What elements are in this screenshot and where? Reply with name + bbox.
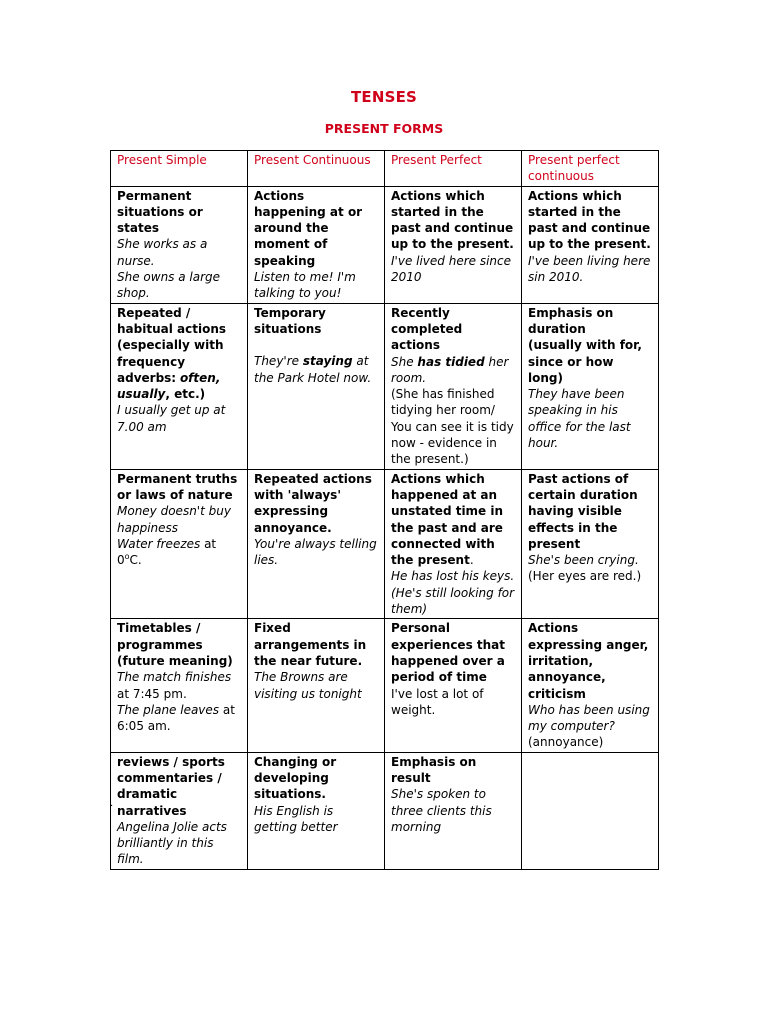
example-text: His English is getting better: [254, 803, 338, 834]
example-text: [117, 536, 241, 569]
usage-title: reviews / sports commentaries / dramatic narratives: [117, 754, 225, 818]
table-cell: [385, 752, 522, 869]
table-cell: [111, 752, 248, 869]
example-part: has tidied: [417, 354, 485, 369]
header-present-simple: Present Simple: [111, 151, 248, 187]
page-subtitle: PRESENT FORMS: [324, 121, 444, 136]
example-part: They're: [254, 354, 303, 369]
usage-title: Repeated actions with 'always' expressing annoyance.: [254, 471, 372, 535]
header-present-perfect: Present Perfect: [385, 151, 522, 187]
usage-title-part: Repeated / habitual actions (especially with frequency adverbs:: [117, 305, 227, 385]
usage-title: Fixed arrangements in the near future.: [254, 621, 367, 668]
example-part: at the Park Hotel now.: [254, 354, 372, 385]
example-note: (annoyance): [528, 735, 604, 750]
table-cell: [248, 303, 385, 469]
usage-title-part: often, usually: [117, 370, 221, 402]
usage-title: Emphasis on duration: [528, 305, 614, 336]
example-part: C.: [129, 553, 142, 568]
table-cell: [248, 469, 385, 619]
example-text: [254, 353, 378, 386]
table-cell: [522, 619, 659, 752]
example-text: You're always telling lies.: [254, 536, 377, 568]
table-cell: [385, 469, 522, 619]
header-present-continuous: Present Continuous: [248, 151, 385, 187]
example-part: The plane leaves: [117, 702, 220, 717]
example-part: at 7:45 pm.: [117, 686, 187, 701]
usage-title: (usually with for, since or how long): [528, 338, 642, 385]
table-cell: [111, 303, 248, 469]
usage-title-part: Actions which happened at an unstated time in the past and are connected with the present: [391, 471, 504, 568]
table-row: [111, 752, 659, 869]
example-text: They have been speaking in his office for the last hour.: [528, 387, 631, 451]
usage-title: Changing or developing situations.: [254, 754, 337, 802]
usage-title: Timetables / programmes (future meaning): [117, 621, 233, 668]
usage-title: [391, 471, 515, 569]
usage-title-part: .: [469, 553, 474, 568]
table-cell: [111, 619, 248, 752]
example-text: [117, 702, 241, 735]
example-text: The Browns are visiting us tonight: [254, 670, 362, 701]
usage-title: Permanent situations or states: [117, 188, 203, 236]
example-text: Who has been using my computer?: [528, 702, 650, 734]
example-text: I've been living here sin 2010.: [528, 253, 651, 285]
example-text: She works as a nurse.: [117, 237, 208, 268]
degree-sign: o: [124, 552, 130, 562]
example-text: [391, 354, 515, 387]
usage-title: Emphasis on result: [391, 754, 477, 785]
table-row: [111, 619, 659, 752]
example-note: (Her eyes are red.): [528, 569, 642, 584]
table-cell: [385, 186, 522, 303]
example-text: She's been crying.: [528, 553, 639, 568]
table-cell: [248, 619, 385, 752]
table-cell: [522, 469, 659, 619]
tenses-table: [110, 150, 659, 870]
usage-title: Actions expressing anger, irritation, annoyance, criticism: [528, 621, 649, 701]
page-title: TENSES: [350, 88, 418, 106]
example-part: her room.: [391, 354, 509, 385]
table-cell-empty: [522, 752, 659, 869]
example-note: (She has finished tidying her room/ You can see it is tidy now - evidence in the present.): [391, 387, 514, 467]
usage-title: Permanent truths or laws of nature: [117, 471, 238, 502]
example-part: The match finishes: [117, 670, 232, 685]
usage-title: Actions which started in the past and continue up to the present.: [391, 188, 514, 252]
footer-mark: .: [110, 798, 114, 809]
example-part: at 0: [117, 536, 217, 568]
example-text: I've lost a lot of weight.: [391, 686, 484, 717]
example-text: She's spoken to three clients this morning: [391, 787, 492, 834]
example-text: [117, 669, 241, 702]
example-text: She owns a large shop.: [117, 270, 221, 301]
usage-title: [117, 305, 241, 403]
table-cell: [385, 303, 522, 469]
example-text: Money doesn't buy happiness: [117, 504, 231, 535]
table-cell: [522, 303, 659, 469]
usage-title: Actions which started in the past and continue up to the present.: [528, 188, 651, 252]
table-cell: [522, 186, 659, 303]
example-part: Water freezes: [117, 536, 201, 551]
table-cell: [248, 752, 385, 869]
usage-title: Personal experiences that happened over a period of time: [391, 621, 506, 685]
usage-title: Temporary situations: [254, 305, 326, 336]
header-row: [111, 151, 659, 187]
table-cell: [248, 186, 385, 303]
example-text: Listen to me! I'm talking to you!: [254, 270, 356, 301]
example-text: He has lost his keys. (He's still looking for them): [391, 569, 515, 617]
usage-title: Recently completed actions: [391, 305, 463, 353]
usage-title: Actions happening at or around the moment of speaking: [254, 188, 363, 268]
usage-title-part: , etc.): [165, 387, 206, 402]
example-text: I've lived here since 2010: [391, 253, 512, 285]
example-part: at 6:05 am.: [117, 702, 235, 734]
table-row: [111, 186, 659, 303]
example-text: I usually get up at 7.00 am: [117, 403, 226, 434]
header-present-perfect-continuous: Present perfect continuous: [522, 151, 659, 187]
table-row: [111, 469, 659, 619]
example-part: staying: [302, 354, 353, 369]
table-cell: [111, 186, 248, 303]
example-part: She: [391, 354, 418, 369]
table-row: [111, 303, 659, 469]
table-cell: [111, 469, 248, 619]
example-text: Angelina Jolie acts brilliantly in this film.: [117, 819, 227, 867]
usage-title: Past actions of certain duration having visible effects in the present: [528, 471, 638, 551]
table-cell: [385, 619, 522, 752]
